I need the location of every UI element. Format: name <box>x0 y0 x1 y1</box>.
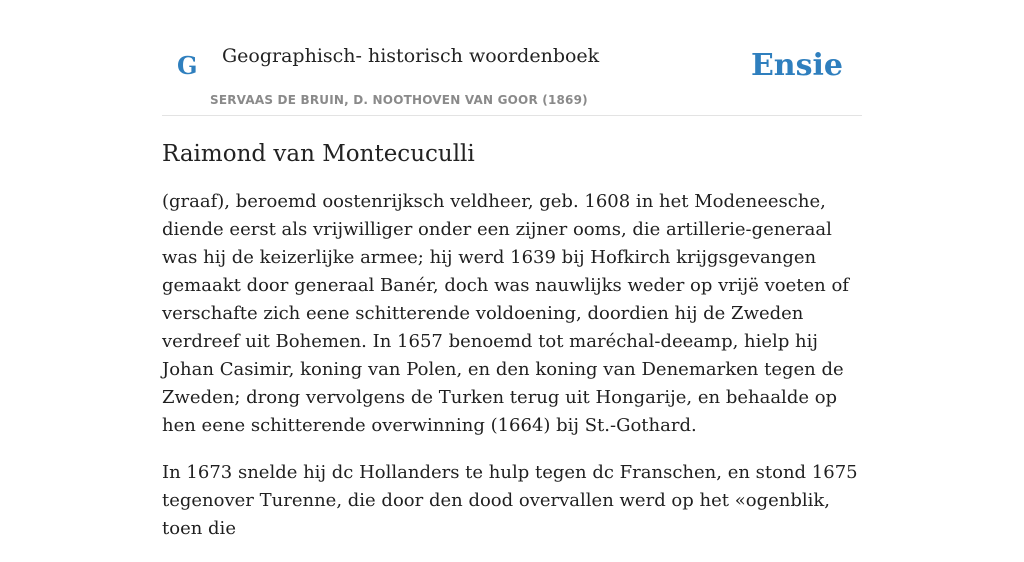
book-title[interactable]: Geographisch- historisch woordenboek <box>222 45 600 67</box>
book-author: SERVAAS DE BRUIN, D. NOOTHOVEN VAN GOOR (1869) <box>210 93 588 107</box>
article-title: Raimond van Montecuculli <box>162 141 475 167</box>
site-header <box>162 0 862 116</box>
book-letter-icon: G <box>177 51 198 80</box>
article-paragraph: In 1673 snelde hij dc Hollanders te hulp tegen dc Franschen, en stond 1675 tegenover Turenne, die door den dood overvallen werd op het «ogenblik, toen die <box>162 462 858 540</box>
ensie-logo-link[interactable]: Ensie <box>750 48 843 83</box>
article-paragraph: (graaf), beroemd oostenrijksch veldheer, geb. 1608 in het Modeneesche, diende eerst als vrijwilliger onder een zijner ooms, die artillerie-generaal was hij de keizerlijke armee; hij werd 1639 bij Hofkirch krijgsgevangen gemaakt door generaal Banér, doch was nauwlijks weder op vrijë voeten of verschafte zich eene schitterende voldoening, doordien hij de Zweden verdreef uit Bohemen. In 1657 benoemd tot maréchal-deeamp, hielp hij Johan Casimir, koning van Polen, en den koning van Denemarken tegen de Zweden; drong vervolgens de Turken terug uit Hongarije, en behaalde op hen eene schitterende overwinning (1664) bij St.-Gothard. <box>162 191 849 437</box>
article <box>162 138 862 562</box>
